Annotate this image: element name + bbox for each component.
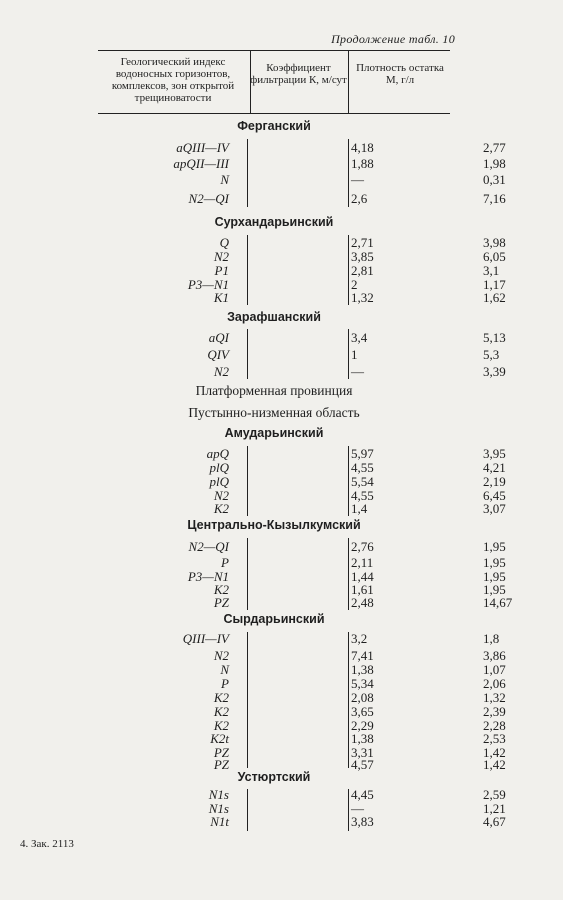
table-row: P3—N1 2 1,17 (187, 277, 506, 292)
header-col-index: Геологический индекс водоносных горизонтов, комплексов, зон открытой трещиноватости (111, 56, 235, 104)
table-row: Q 2,71 3,98 (219, 235, 506, 250)
table-row: K2t 1,38 2,53 (210, 731, 506, 746)
table-row: K2 2,08 1,32 (213, 690, 506, 705)
table-row: N — 0,31 (220, 172, 506, 187)
table-row: QIV 1 5,3 (207, 347, 500, 362)
table-row: N 1,38 1,07 (220, 662, 506, 677)
table-row: N2 7,41 3,86 (213, 648, 506, 663)
table-row: apQII—III 1,88 1,98 (173, 156, 506, 171)
table-row: K2 1,4 3,07 (213, 501, 506, 516)
table-row: N1s — 1,21 (208, 801, 506, 816)
header-top-rule (98, 50, 450, 51)
table-row: P1 2,81 3,1 (214, 263, 500, 278)
table-row: N2—QI 2,76 1,95 (188, 539, 506, 554)
header-divider-2 (348, 50, 349, 113)
table-row: K2 3,65 2,39 (213, 704, 506, 719)
header-col-k: Коэффициент фильтрации К, м/сут (250, 62, 347, 86)
table-row: plQ 4,55 4,21 (209, 460, 506, 475)
table-row: QIII—IV 3,2 1,8 (182, 631, 500, 646)
table-row: K1 1,32 1,62 (213, 290, 506, 305)
area-title: Пустынно-низменная область (188, 405, 360, 420)
table-row: N1t 3,83 4,67 (210, 814, 506, 829)
table-row: N1s 4,45 2,59 (208, 787, 506, 802)
header-bottom-rule (98, 113, 450, 114)
table-row: N2—QI 2,6 7,16 (188, 191, 506, 206)
header-col-m: Плотность остатка М, г/л (356, 62, 444, 86)
region-title: Центрально-Кызылкумский (187, 518, 361, 532)
table-row: aQIII—IV 4,18 2,77 (176, 140, 506, 155)
table-row: P 5,34 2,06 (221, 676, 506, 691)
table-row: PZ 3,31 1,42 (213, 745, 506, 760)
table-row: N2 3,85 6,05 (213, 249, 506, 264)
table-row: PZ 4,57 1,42 (213, 757, 506, 772)
table-row: K2 1,61 1,95 (213, 582, 506, 597)
table-row: P3—N1 1,44 1,95 (187, 569, 506, 584)
table-row: N2 4,55 6,45 (213, 488, 506, 503)
table-row: apQ 5,97 3,95 (206, 446, 506, 461)
page-footer: 4. Зак. 2113 (20, 838, 74, 850)
region-title: Зарафшанский (227, 310, 321, 324)
region-title: Сырдарьинский (223, 612, 325, 626)
table-row: N2 — 3,39 (213, 364, 506, 379)
table-row: K2 2,29 2,28 (213, 718, 506, 733)
region-title: Устюртский (237, 770, 311, 784)
table-row: PZ 2,48 14,67 (213, 595, 513, 610)
region-title: Амударьинский (224, 426, 324, 440)
region-title: Ферганский (237, 119, 311, 133)
table-row: P 2,11 1,95 (221, 555, 506, 570)
table-row: plQ 5,54 2,19 (209, 474, 506, 489)
table-caption: Продолжение табл. 10 (331, 32, 455, 46)
table-row: aQI 3,4 5,13 (208, 330, 506, 345)
region-title: Сурхандарьинский (214, 215, 334, 229)
province-title: Платформенная провинция (195, 383, 353, 398)
